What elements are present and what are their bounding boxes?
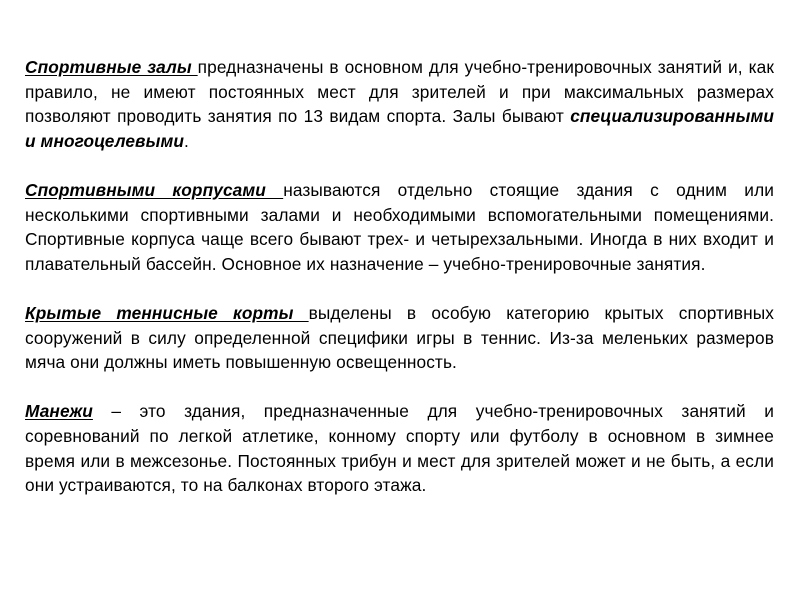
emphasis-hall-types: специализированными и многоцелевыми bbox=[25, 106, 774, 151]
paragraph-text: – это здания, предназначенные для учебно-тренировочных занятий и соревнований по легкой атлетике, конному спорту или футболу в основном в зимнее время или в межсезонье. Постоянных трибун и мест для зрителей может и не быть, а если они устраиваются, то на балконах второго этажа. bbox=[25, 401, 774, 496]
paragraph-tennis-courts bbox=[25, 301, 774, 375]
paragraph-sports-halls bbox=[25, 55, 774, 153]
paragraph-text: выделены в особую категорию крытых спортивных сооружений в силу определенной специфики игры в теннис. Из-за меленьких размеров мяча они должны иметь повышенную освещенность. bbox=[25, 302, 774, 373]
paragraph-arenas bbox=[25, 399, 774, 497]
term-tennis-courts: Крытые теннисные корты bbox=[25, 302, 309, 323]
paragraph-text: предназначены в основном для учебно-тренировочных занятий и, как правило, не имеют постоянных мест для зрителей и при максимальных размерах позволяют проводить занятия по 13 видам спорта. Залы бывают bbox=[25, 57, 774, 127]
paragraph-text: называются отдельно стоящие здания с одним или несколькими спортивными залами и необходимыми вспомогательными помещениями. Спортивные корпуса чаще всего бывают трех- и четырехзальными. Иногда в них входит и плавательный бассейн. Основное их назначение – учебно-тренировочные занятия. bbox=[25, 179, 775, 274]
text-body bbox=[25, 55, 774, 498]
term-arenas: Манежи bbox=[25, 401, 93, 422]
paragraph-sports-buildings bbox=[25, 178, 774, 276]
paragraph-text-end: . bbox=[183, 130, 189, 151]
term-sports-buildings: Спортивными корпусами bbox=[25, 179, 284, 200]
term-sports-halls: Спортивные залы bbox=[25, 57, 198, 77]
